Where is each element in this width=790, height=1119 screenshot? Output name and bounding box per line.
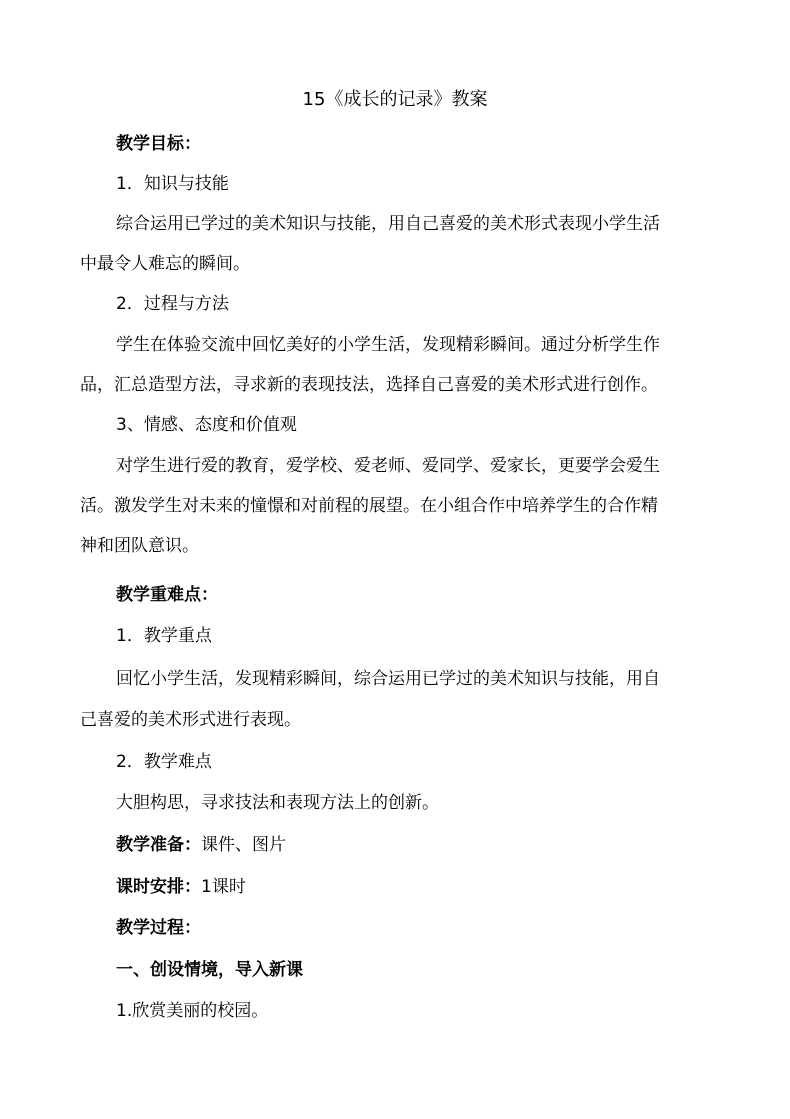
process-heading: 教学过程： (116, 918, 201, 938)
preparation-line (116, 833, 720, 857)
schedule-line (116, 875, 720, 899)
section1-item1: 1.欣赏美丽的校园。 (116, 1001, 269, 1021)
objectives-heading: 教学目标： (116, 134, 201, 154)
schedule-value: 1课时 (201, 877, 246, 897)
item3-paragraph-line2: 活。激发学生对未来的憧憬和对前程的展望。在小组合作中培养学生的合作精 (80, 496, 658, 516)
item3-paragraph-line3: 神和团队意识。 (80, 536, 199, 556)
item2-heading: 2．过程与方法 (116, 294, 229, 314)
key2-paragraph: 大胆构思，寻求技法和表现方法上的创新。 (116, 793, 439, 813)
key1-paragraph-line2: 己喜爱的美术形式进行表现。 (80, 710, 301, 730)
item3-paragraph-line1: 对学生进行爱的教育，爱学校、爱老师、爱同学、爱家长，更要学会爱生 (116, 456, 660, 476)
key1-paragraph-line1: 回忆小学生活，发现精彩瞬间，综合运用已学过的美术知识与技能，用自 (116, 669, 660, 689)
schedule-label: 课时安排： (116, 877, 201, 897)
key2-heading: 2．教学难点 (116, 752, 212, 772)
item2-paragraph-line2: 品，汇总造型方法，寻求新的表现技法，选择自己喜爱的美术形式进行创作。 (80, 375, 658, 395)
preparation-value: 课件、图片 (201, 835, 286, 855)
item1-paragraph-line2: 中最令人难忘的瞬间。 (80, 254, 250, 274)
item1-paragraph-line1: 综合运用已学过的美术知识与技能，用自己喜爱的美术形式表现小学生活 (116, 214, 660, 234)
item3-heading: 3、情感、态度和价值观 (116, 415, 297, 435)
item2-paragraph-line1: 学生在体验交流中回忆美好的小学生活，发现精彩瞬间。通过分析学生作 (116, 335, 660, 355)
section1-heading: 一、创设情境，导入新课 (116, 960, 303, 980)
item1-heading: 1．知识与技能 (116, 174, 229, 194)
key1-heading: 1．教学重点 (116, 626, 212, 646)
key-points-heading: 教学重难点： (116, 585, 218, 605)
document-title: 15《成长的记录》教案 (302, 89, 488, 110)
preparation-label: 教学准备： (116, 835, 201, 855)
